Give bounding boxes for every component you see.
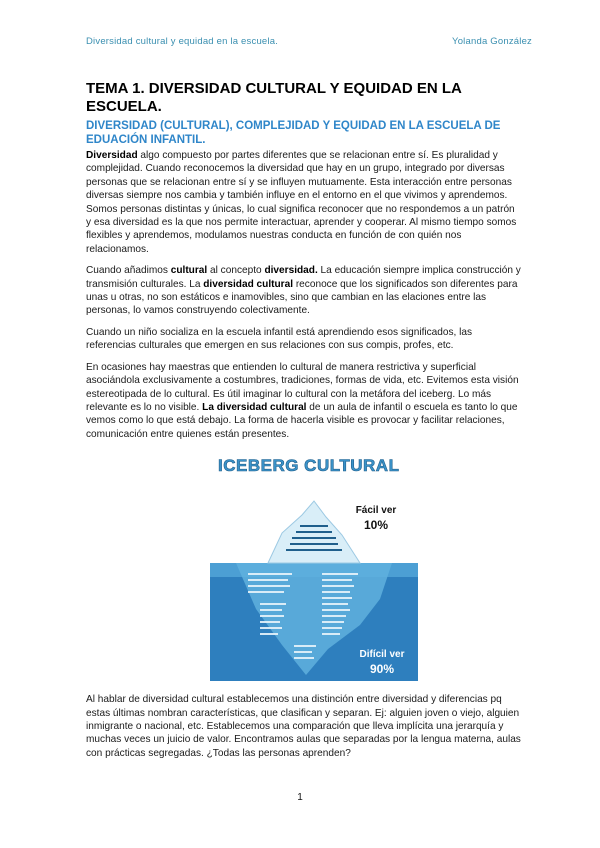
paragraph-text: al concepto xyxy=(207,265,265,277)
hard-percent: 90% xyxy=(369,662,395,677)
page-number: 1 xyxy=(297,792,303,803)
bold-term: diversidad. xyxy=(264,265,318,277)
bold-term: Diversidad xyxy=(86,150,138,161)
running-header xyxy=(86,36,532,47)
easy-label: Fácil ver xyxy=(355,505,397,517)
paragraph-text: algo compuesto por partes diferentes que se relacionan entre sí. Es pluralidad y complejidad. Cuando reconocemos la diversidad que hay en un grupo, integrado por diversas personas que se relacionan entre sí y se influyen mutuamente. Esta interacción entre personas diversas siempre nos cambia y también influye en el entorno en el que vivimos y aprendemos. Somos personas distintas y únicas, lo cual significa reconocer que no respondemos a un patrón y esa diversidad es la que nos permite interactuar, aprender y cooperar. Al mismo tiempo somos flexibles y aprendemos, modulamos nuestras conducta en función de con quién nos relacionamos. xyxy=(86,150,517,255)
paragraph-text: En ocasiones hay maestras que entienden lo cultural de manera restrictiva y superficial asociándola exclusivamente a costumbres, tradiciones, formas de vida, etc. Evitemos esta visión estereotipada de lo cultural. Es útil imaginar lo cultural con la metáfora del iceberg. Lo más relevante es lo no visible. xyxy=(86,361,519,413)
iceberg-figure xyxy=(210,449,418,681)
paragraph-text: de un aula de infantil o escuela es tanto lo que vemos como lo que está debajo. La forma de hacerla visible es provocar y facilitar relaciones, comunicación entre quienes están presentes. xyxy=(86,401,518,440)
paragraph-3: Cuando un niño socializa en la escuela infantil está aprendiendo esos significados, las referencias culturales que emergen en sus relaciones con sus compis, profes, etc. xyxy=(86,326,473,352)
paragraph-5: Al hablar de diversidad cultural establecemos una distinción entre diversidad y diferencias pq estas últimas nombran características, que clasifican y separan. Ej: alguien joven o viejo, alguien inmigrante o nacional, etc. Establecemos una comparación que lleva implícita una jerarquía y muchas veces un juicio de valor. Encontramos aulas que separadas por la lengua materna, aulas con prácticas segregadas. ¿Todas las personas aprenden? xyxy=(86,694,521,759)
paragraph-2 xyxy=(86,264,522,318)
bold-term: La diversidad cultural xyxy=(202,401,307,413)
paragraph-text: reconoce que los significados son diferentes para unas u otras, no son estáticos e inamovibles, sino que cambian en las elaciones entre las personas, lo vamos construyendo colectivamente. xyxy=(86,278,518,317)
iceberg-title: ICEBERG CULTURAL xyxy=(218,456,400,476)
section-heading: DIVERSIDAD (CULTURAL), COMPLEJIDAD Y EQUIDAD EN LA ESCUELA DE EDUACIÓN INFANTIL. xyxy=(86,120,501,146)
paragraph-text: La educación siempre implica construcción y transmisión culturales. La xyxy=(86,265,521,290)
document-body xyxy=(86,80,522,768)
bold-term: diversidad cultural xyxy=(203,278,294,290)
page-title: TEMA 1. DIVERSIDAD CULTURAL Y EQUIDAD EN LA ESCUELA. xyxy=(86,80,462,115)
bold-term: cultural xyxy=(170,265,208,277)
header-right: Yolanda González xyxy=(452,36,532,47)
paragraph-text: Cuando añadimos xyxy=(86,265,171,277)
easy-percent: 10% xyxy=(363,518,389,533)
iceberg-illustration xyxy=(210,449,418,681)
header-left: Diversidad cultural y equidad en la escuela. xyxy=(86,36,279,47)
hard-label: Difícil ver xyxy=(359,649,405,661)
paragraph-1 xyxy=(86,149,522,256)
paragraph-4 xyxy=(86,361,522,441)
